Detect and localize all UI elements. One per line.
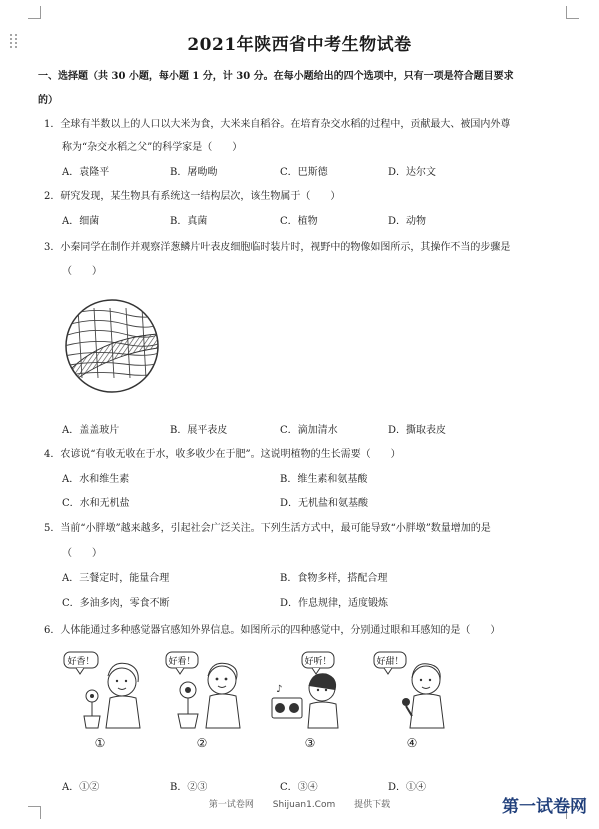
page-title: 2021年陕西省中考生物试卷 <box>187 35 412 55</box>
q2-option-c[interactable]: C．植物 <box>280 216 318 227</box>
footer-right: 提供下载 <box>354 800 391 810</box>
q5-stem-line2: （ ） <box>62 548 102 559</box>
q6-option-c[interactable]: C．③④ <box>280 782 318 793</box>
q6-stem-line1: 6．人体能通过多种感觉器官感知外界信息。如图所示的四种感觉中，分别通过眼和耳感知的是（ ） <box>44 625 501 636</box>
q5-option-d[interactable]: D．作息规律，适度锻炼 <box>280 598 389 609</box>
crop-mark-top-left <box>28 6 41 19</box>
bubble-text-1: 好香！ <box>67 657 95 667</box>
q3-option-d[interactable]: D．撕取表皮 <box>388 425 447 436</box>
q6-option-a[interactable]: A．①② <box>62 782 100 793</box>
q4-stem-line1: 4．农谚说“有收无收在于水，收多收少在于肥”。这说明植物的生长需要（ ） <box>44 449 401 460</box>
q6-option-d[interactable]: D．①④ <box>388 782 427 793</box>
figure-label-3: ③ <box>304 736 316 750</box>
person-look-flower-icon <box>160 650 246 730</box>
q4-option-a[interactable]: A．水和维生素 <box>62 474 130 485</box>
section-header-line1: 一、选择题（共 30 小题，每小题 1 分，计 30 分。在每小题给出的四个选项中，只有一项是符合题目要求 <box>38 71 514 82</box>
bubble-text-4: 好甜！ <box>376 657 404 667</box>
q5-option-c[interactable]: C．多油多肉，零食不断 <box>62 598 170 609</box>
q5-stem-line1: 5．当前“小胖墩”越来越多，引起社会广泛关注。下列生活方式中，最可能导致“小胖墩”数量增加的是 <box>44 523 491 534</box>
figure-label-2: ② <box>196 736 208 750</box>
person-smell-flower-icon <box>62 650 148 730</box>
q5-option-a[interactable]: A．三餐定时，能量合理 <box>62 573 170 584</box>
figure-label-4: ④ <box>406 736 418 750</box>
person-eating-icon <box>370 650 456 730</box>
crop-mark-top-right <box>566 6 579 19</box>
footer-left: 第一试卷网 <box>208 800 254 810</box>
q2-option-a[interactable]: A．细菌 <box>62 216 100 227</box>
q1-option-d[interactable]: D．达尔文 <box>388 167 437 178</box>
q5-option-b[interactable]: B．食物多样，搭配合理 <box>280 573 388 584</box>
q3-option-b[interactable]: B．展平表皮 <box>170 425 228 436</box>
q4-option-d[interactable]: D．无机盐和氨基酸 <box>280 498 369 509</box>
microscope-view-figure <box>64 298 160 394</box>
q3-stem-line2: （ ） <box>62 266 102 277</box>
q2-stem-line1: 2．研究发现，某生物具有系统这一结构层次，该生物属于（ ） <box>44 191 341 202</box>
q2-option-b[interactable]: B．真菌 <box>170 216 208 227</box>
person-radio-music-icon <box>268 650 354 730</box>
q1-stem-line1: 1．全球有半数以上的人口以大米为食，大米来自稻谷。在培育杂交水稻的过程中，贡献最大、被国内外尊 <box>44 119 511 130</box>
footer-middle[interactable]: Shijuan1.Com <box>272 800 336 810</box>
q3-stem-line1: 3．小秦同学在制作并观察洋葱鳞片叶表皮细胞临时装片时，视野中的物像如图所示，其操作不当的步骤是 <box>44 242 511 253</box>
q3-option-a[interactable]: A．盖盖玻片 <box>62 425 120 436</box>
q2-option-d[interactable]: D．动物 <box>388 216 427 227</box>
q4-option-b[interactable]: B．维生素和氨基酸 <box>280 474 368 485</box>
q1-option-b[interactable]: B．屠呦呦 <box>170 167 218 178</box>
q1-option-c[interactable]: C．巴斯德 <box>280 167 328 178</box>
q1-stem-line2: 称为“杂交水稻之父”的科学家是（ ） <box>62 142 243 153</box>
figure-label-1: ① <box>94 736 106 750</box>
q1-option-a[interactable]: A．袁隆平 <box>62 167 110 178</box>
section-header-line2: 的） <box>38 95 58 106</box>
svg-text:♪: ♪ <box>276 684 283 695</box>
brand-watermark: 第一试卷网 <box>502 797 587 817</box>
q3-option-c[interactable]: C．滴加清水 <box>280 425 338 436</box>
q6-option-b[interactable]: B．②③ <box>170 782 208 793</box>
q4-option-c[interactable]: C．水和无机盐 <box>62 498 130 509</box>
bubble-text-3: 好听！ <box>304 657 332 667</box>
bubble-text-2: 好看！ <box>168 657 196 667</box>
